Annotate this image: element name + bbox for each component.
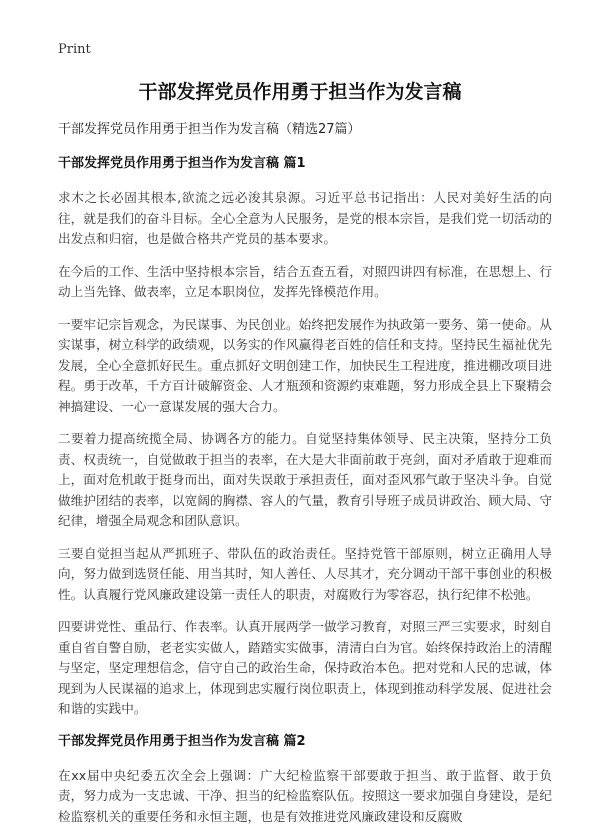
- paragraph: 三要自觉担当起从严抓班子、带队伍的政治责任。坚持党管干部原则，树立正确用人导向，努力做到选贤任能、用当其时，知人善任、人尽其才，充分调动干部干事创业的积极性。认真履行党风廉政建设第一责任人的职责，对腐败行为零容忍，执行纪律不松弛。: [58, 545, 552, 602]
- document-subtitle: 干部发挥党员作用勇于担当作为发言稿（精选27篇）: [58, 122, 361, 137]
- paragraph: 四要讲党性、重品行、作表率。认真开展两学一做学习教育，对照三严三实要求，时刻自重自省自警自励，老老实实做人，踏踏实实做事，清清白白为官。始终保持政治上的清醒与坚定，坚定理想信念，信守自己的政治生命，保持政治本色。把对党和人民的忠诚，体现到为人民谋福的追求上，体现到忠实履行岗位职责上，体现到推动科学发展、促进社会和谐的实践中。: [58, 619, 552, 716]
- print-link[interactable]: Print: [58, 42, 91, 57]
- paragraph: 二要着力提高统揽全局、协调各方的能力。自觉坚持集体领导、民主决策，坚持分工负责、权责统一，自觉做敢于担当的表率，在大是大非面前敢于亮剑，面对矛盾敢于迎难而上，面对危机敢于挺身而出，面对失误敢于承担责任，面对歪风邪气敢于坚决斗争。自觉做维护团结的表率，以宽阔的胸襟、容人的气量，教育引导班子成员讲政治、顾大局、守纪律，增强全局观念和团队意识。: [58, 431, 552, 528]
- section-heading-1: 干部发挥党员作用勇于担当作为发言稿 篇1: [58, 156, 306, 171]
- paragraph: 求木之长必固其根本,欲流之远必浚其泉源。习近平总书记指出：人民对美好生活的向往，就是我们的奋斗目标。全心全意为人民服务，是党的根本宗旨，是我们党一切活动的出发点和归宿，也是做合格共产党员的基本要求。: [58, 190, 552, 246]
- paragraph: 一要牢记宗旨观念，为民谋事、为民创业。始终把发展作为执政第一要务、第一使命。从实谋事，树立科学的政绩观，以务实的作风赢得老百姓的信任和支持。坚持民生福祉优先发展，全心全意抓好民生。重点抓好文明创建工作，加快民生工程进度，推进棚改项目进程。勇于改革，千方百计破解资金、人才瓶颈和资源约束难题，努力形成全县上下聚精会神搞建设、一心一意谋发展的强大合力。: [58, 316, 552, 414]
- paragraph: 在今后的工作、生活中坚持根本宗旨，结合五查五看，对照四讲四有标准，在思想上、行动上当先锋、做表率，立足本职岗位，发挥先锋模范作用。: [58, 263, 552, 299]
- paragraph: 在xx届中央纪委五次全会上强调：广大纪检监察干部要敢于担当、敢于监督、敢于负责，努力成为一支忠诚、干净、担当的纪检监察队伍。按照这一要求加强自身建设，是纪检监察机关的重要任务和永恒主题，也是有效推进党风廉政建设和反腐败: [58, 767, 552, 824]
- document-body: [58, 120, 552, 839]
- section-heading-2: 干部发挥党员作用勇于担当作为发言稿 篇2: [58, 733, 306, 749]
- page-title: 干部发挥党员作用勇于担当作为发言稿: [138, 81, 462, 103]
